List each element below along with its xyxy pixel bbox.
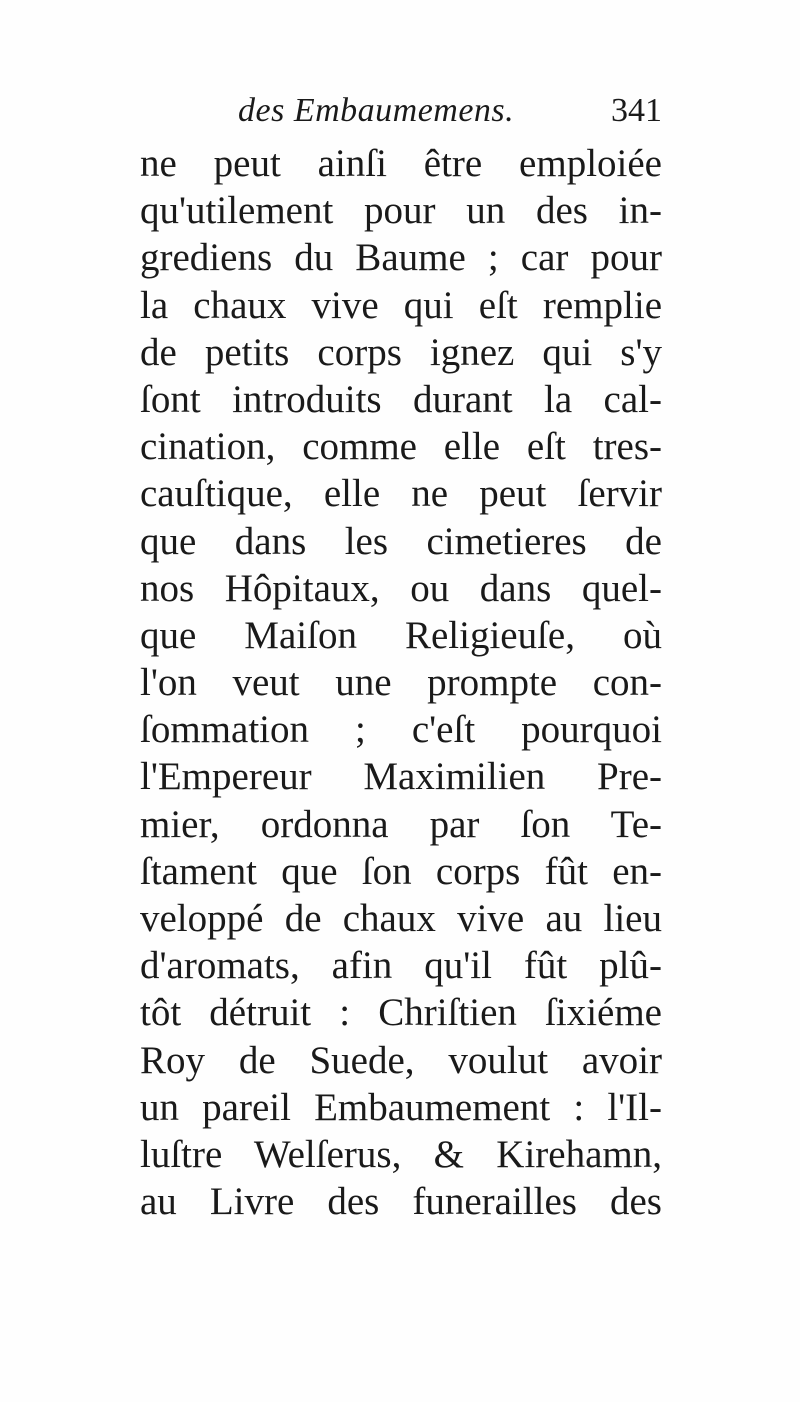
text-line: au Livre des funerailles des <box>140 1180 662 1224</box>
text-line: ſtament que ſon corps fût en- <box>140 849 662 893</box>
text-line: ſommation ; c'eſt pourquoi <box>140 708 662 752</box>
text-line: que Maiſon Religieuſe, où <box>140 613 662 657</box>
text-line: cauſtique, elle ne peut ſervir <box>140 472 662 516</box>
text-line: Roy de Suede, voulut avoir <box>140 1038 662 1082</box>
text-line: cination, comme elle eſt tres- <box>140 425 662 469</box>
running-head <box>140 92 662 142</box>
text-line: qu'utilement pour un des in- <box>140 189 662 233</box>
text-line: nos Hôpitaux, ou dans quel- <box>140 566 662 610</box>
text-line: mier, ordonna par ſon Te- <box>140 802 662 846</box>
text-line: la chaux vive qui eſt remplie <box>140 283 662 327</box>
text-line: grediens du Baume ; car pour <box>140 236 662 280</box>
page-number: 341 <box>611 92 662 129</box>
text-line: d'aromats, afin qu'il fût plû- <box>140 944 662 988</box>
text-line: ne peut ainſi être emploiée <box>140 142 662 185</box>
body-text <box>140 140 662 1225</box>
text-line: tôt détruit : Chriſtien ſixiéme <box>140 991 662 1035</box>
text-line: veloppé de chaux vive au lieu <box>140 897 662 940</box>
text-line: l'on veut une prompte con- <box>140 661 662 705</box>
text-line: de petits corps ignez qui s'y <box>140 330 662 374</box>
text-line: que dans les cimetieres de <box>140 519 662 563</box>
running-head-title: des Embaumemens. <box>238 92 515 129</box>
text-line: ſont introduits durant la cal- <box>140 377 662 421</box>
text-line: l'Empereur Maximilien Pre- <box>140 755 662 799</box>
text-line: un pareil Embaumement : l'Il- <box>140 1085 662 1129</box>
text-line: luſtre Welſerus, & Kirehamn, <box>140 1132 662 1176</box>
